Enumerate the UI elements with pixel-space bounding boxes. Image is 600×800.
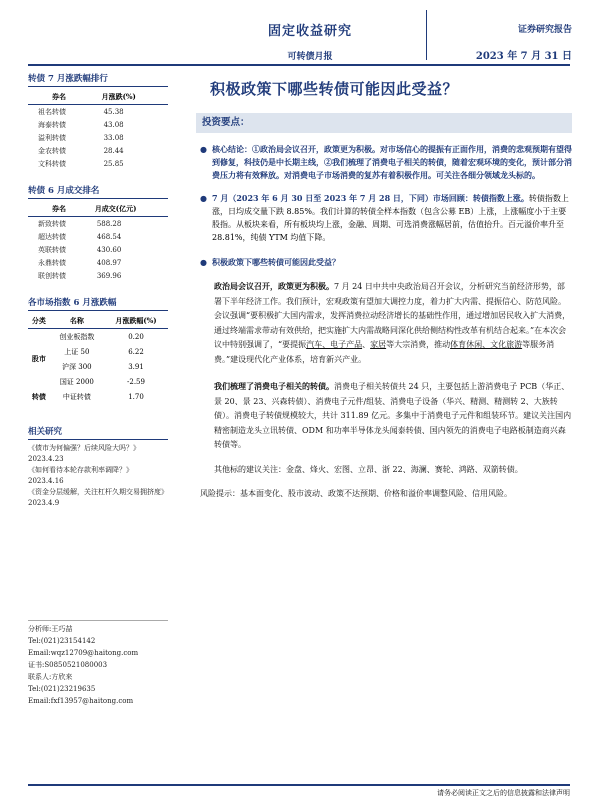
- analyst-name: 分析师:王巧喆: [28, 625, 73, 633]
- footer-rule: [28, 784, 570, 786]
- sidebar: [28, 72, 168, 412]
- bullet-lead: 积极政策下哪些转债可能因此受益？: [212, 257, 340, 267]
- report-date: 2023 年 7 月 31 日: [475, 51, 572, 62]
- related-research: [28, 425, 168, 509]
- table-row: [28, 217, 168, 231]
- table-row: [28, 230, 168, 243]
- contact-name: 联系人:方欣来: [28, 673, 73, 681]
- cell-value: 43.08: [103, 120, 124, 129]
- para-lead: 政治局会议召开，政策更为积极。: [214, 281, 334, 291]
- cell-name: 英联转债: [38, 245, 66, 254]
- cell-value: 3.91: [128, 362, 144, 371]
- cell-name: 创业板指数: [59, 332, 95, 341]
- cell-name: 溢利转债: [38, 133, 66, 142]
- bullet-icon: ●: [200, 194, 207, 203]
- related-item[interactable]: 《如何看待本轮存款利率调降？》2023.4.16: [28, 466, 133, 485]
- para-text: 等大宗消费，推动: [386, 340, 451, 349]
- cell-name: 国证 2000: [59, 377, 94, 386]
- cell-value: 25.85: [103, 159, 124, 168]
- market-title: 各市场指数 6 月涨跌幅: [28, 296, 168, 311]
- analyst-tel: Tel:(021)23154142: [28, 637, 96, 645]
- para-text: 、: [362, 340, 371, 349]
- para-text: 7 月 24 日中共中央政治局召开会议，分析研究当前经济形势，部署下半年经济工作。我们预计，宏观政策有望加大调控力度，着力扩大内需、提振信心、防范风险。会议强调“要积极扩大国内需求，发挥消费拉动经济增长的基础性作用，通过增加居民收入扩大消费，通过终端需求带动有效供给，把实施扩大内需战略同深化供给侧结构性改革有机结合起来。”在本次会议中特别强调了，“要提振: [214, 282, 571, 349]
- related-item[interactable]: 《资金分层缓解，关注杠杆久期交易拥挤度》2023.4.9: [28, 488, 168, 507]
- table-header-row: [28, 314, 168, 329]
- bullet-section-heading: [196, 256, 572, 269]
- cell-name: 上证 50: [64, 347, 90, 356]
- main-content: [196, 78, 572, 500]
- analyst-email[interactable]: Email:wqz12709@haitong.com: [28, 649, 139, 657]
- table-row: [28, 144, 168, 157]
- cell-name: 中证转债: [62, 392, 91, 401]
- col-value: 月涨跌(%): [102, 90, 168, 105]
- report-type: 证券研究报告: [517, 25, 572, 35]
- cell-value: 430.60: [96, 245, 122, 254]
- col-name: 券名: [28, 90, 102, 105]
- cell-value: 0.20: [128, 332, 144, 341]
- header-rule: [28, 64, 570, 66]
- bullet-core-conclusion: [196, 143, 572, 182]
- risk-warning: [196, 487, 572, 500]
- col-name: 名称: [50, 314, 104, 329]
- rank7-block: [28, 72, 168, 170]
- volume6-title: 转债 6 月成交排名: [28, 184, 168, 199]
- cell-name: 文科转债: [38, 159, 66, 168]
- table-row: [28, 105, 168, 119]
- underlined-text: 体育休闲、文化旅游: [450, 340, 523, 349]
- cell-name: 沪深 300: [62, 362, 92, 371]
- table-row: [28, 344, 168, 359]
- table-row: [28, 329, 168, 345]
- rank7-table: [28, 90, 168, 170]
- para-text: 消费电子相关转债共 24 只，主要包括上游消费电子 PCB（华正、景 20、景 23、兴森转债）、消费电子元件/组装、消费电子设备（华兴、精测、精测转 2、大族转债）。消费电子转债规模较大，共计 311.89 亿元。多集中于消费电子元件和组装环节。建议关注国内精密制造龙头立讯转债、ODM 和功率半导体龙头闻泰转债、国内领先的消费电子电路板制造商兴森转债等。: [214, 382, 572, 449]
- para-text: 等服务消费。”建设现代化产业体系，培育新兴产业。: [214, 340, 555, 364]
- header-right: [476, 22, 572, 62]
- risk-text: 风险提示：基本面变化、股市波动、政策不达预期、价格和溢价率调整风险、信用风险。: [200, 489, 512, 498]
- market-table: [28, 314, 168, 404]
- cell-value: 588.28: [96, 219, 122, 228]
- table-row: [28, 157, 168, 170]
- underlined-text: 汽车、电子产品: [306, 340, 363, 349]
- table-row: [28, 269, 168, 282]
- analyst-info: [28, 620, 168, 707]
- contact-tel: Tel:(021)23219635: [28, 685, 96, 693]
- cell-name: 联创转债: [38, 271, 66, 280]
- contact-email[interactable]: Email:fxf13957@haitong.com: [28, 697, 134, 705]
- header-divider: [426, 10, 427, 60]
- cell-value: 369.96: [96, 271, 122, 280]
- bullet-lead: 7 月（2023 年 6 月 30 日至 2023 年 7 月 28 日，下同）市场回顾：转债指数上涨。: [212, 193, 529, 203]
- cell-name: 永鼎转债: [38, 258, 66, 267]
- report-title: 积极政策下哪些转债可能因此受益？: [210, 80, 459, 98]
- volume6-block: [28, 184, 168, 282]
- cell-value: 45.38: [103, 107, 124, 116]
- cell-name: 金农转债: [38, 146, 66, 155]
- cell-name: 新致转债: [38, 219, 66, 228]
- table-header-row: [28, 202, 168, 217]
- bullet-text: 转债指数上涨，日均成交量下跌 8.85%。我们计算的转债全样本指数（包含公募 EB）上涨，上涨幅度小于主要股指。从板块来看，所有板块均上涨，金融、周期、可选消费涨幅居前，估值抬升。百元溢价率升至 28.81%，纯债 YTM 均值下降。: [212, 194, 569, 242]
- cell-value: 28.44: [103, 146, 124, 155]
- category-bond: 转债: [31, 391, 46, 401]
- cell-value: 6.22: [128, 347, 144, 356]
- col-value: 月涨跌幅(%): [104, 314, 168, 329]
- analyst-cert: 证书:S0850521080003: [28, 661, 108, 669]
- cell-value: 33.08: [103, 133, 124, 142]
- cell-name: 祖名转债: [38, 107, 66, 116]
- cell-value: 468.54: [96, 232, 122, 241]
- col-value: 月成交(亿元): [95, 202, 168, 217]
- header-subtitle: 可转债月报: [287, 52, 333, 62]
- paragraph-consumer-electronics: [196, 379, 572, 453]
- table-row: [28, 256, 168, 269]
- cell-value: 1.70: [128, 392, 144, 401]
- table-row: [28, 389, 168, 404]
- cell-value: -2.59: [127, 377, 145, 386]
- bullet-text: ①政治局会议召开，政策更为积极。对市场信心的提振有正面作用，消费的悲观预期有望得到修复，科技仍是中长期主线，②我们梳理了消费电子相关的转债，随着宏观环境的变化，预计部分消费压力将有效释放。对消费电子市场消费的复苏有着积极作用。可关注各细分领域龙头标的。: [212, 144, 572, 180]
- header-left: [260, 20, 360, 62]
- table-row: [28, 359, 168, 374]
- cell-name: 超达转债: [38, 232, 66, 241]
- bullet-icon: ●: [200, 258, 207, 267]
- para-lead: 我们梳理了消费电子相关的转债。: [214, 381, 334, 391]
- paragraph-other-targets: [196, 463, 572, 478]
- bullet-icon: ●: [200, 145, 207, 154]
- key-points-bar: 投资要点：: [196, 113, 572, 133]
- category-stock: 股市: [31, 354, 46, 363]
- col-name: 券名: [28, 202, 95, 217]
- table-row: [28, 243, 168, 256]
- paragraph-politburo: [196, 279, 572, 367]
- cell-name: 海泰转债: [38, 120, 66, 129]
- table-header-row: [28, 90, 168, 105]
- related-title: 相关研究: [28, 425, 168, 440]
- related-item[interactable]: 《债市为何偏强？后续风险大吗？》2023.4.23: [28, 444, 140, 463]
- table-row: [28, 118, 168, 131]
- market-block: [28, 296, 168, 404]
- col-category: 分类: [28, 314, 50, 329]
- underlined-text: 家居: [370, 340, 387, 349]
- para-text: 其他标的建议关注：金盘、烽火、宏图、立昂、浙 22、海澜、赛轮、鸿路、双箭转债。: [214, 464, 523, 474]
- report-header: [0, 0, 600, 70]
- bullet-lead: 核心结论：: [212, 144, 252, 154]
- header-title: 固定收益研究: [267, 24, 352, 39]
- rank7-title: 转债 7 月涨跌幅排行: [28, 72, 168, 87]
- bullet-market-review: [196, 192, 572, 244]
- table-row: [28, 131, 168, 144]
- table-row: [28, 374, 168, 389]
- volume6-table: [28, 202, 168, 282]
- cell-value: 408.97: [96, 258, 122, 267]
- footer-disclaimer[interactable]: 请务必阅读正文之后的信息披露和法律声明: [437, 789, 570, 797]
